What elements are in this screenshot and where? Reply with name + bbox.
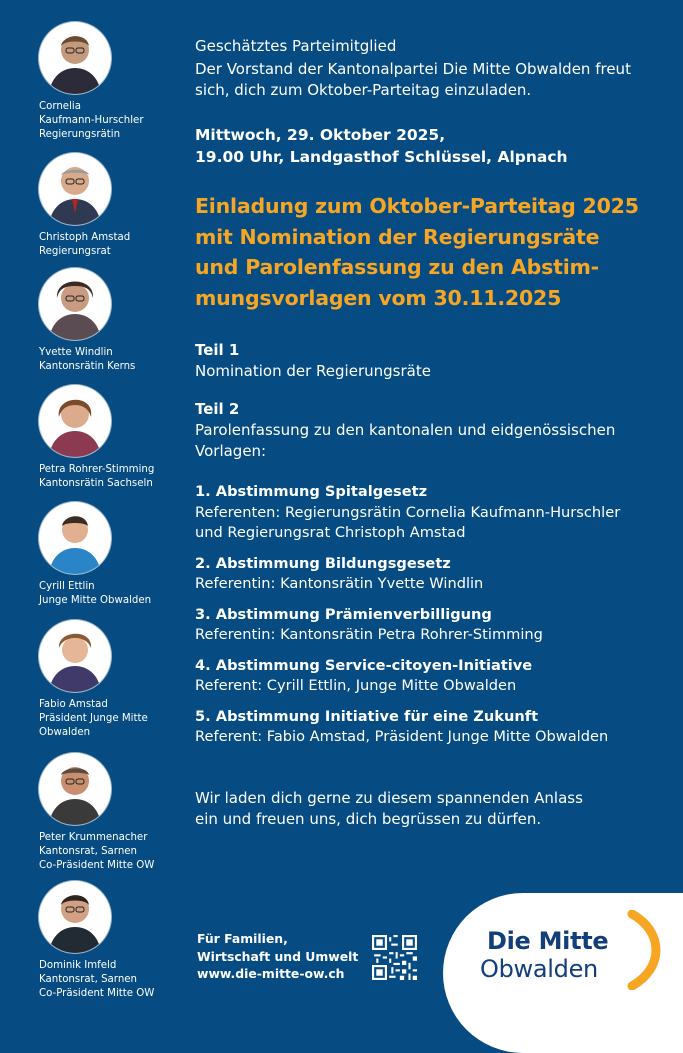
portrait-icon [39,153,111,225]
speaker-card [39,22,189,142]
invitation-body [195,36,665,830]
portrait-icon [39,881,111,953]
headline: Einladung zum Oktober-Parteitag 2025 mit Nomination der Regierungsräte und Parolenfassung zu den Abstim- mungsvorlagen vom 30.11.2025 [195,194,639,310]
part-2: Teil 2 Parolenfassung zu den kantonalen und eidgenössischen Vorlagen: [195,400,616,460]
vote-item: 2. Abstimmung Bildungsgesetz Referentin: Kantonsrätin Yvette Windlin [195,554,484,592]
website-link[interactable]: www.die-mitte-ow.ch [197,966,345,981]
intro-line: sich, dich zum Oktober-Parteitag einzuladen. [195,81,532,99]
event-time-location: 19.00 Uhr, Landgasthof Schlüssel, Alpnach [195,148,568,166]
portrait-icon [39,620,111,692]
portrait-icon [39,268,111,340]
greeting: Geschätztes Parteimitglied [195,37,397,55]
speaker-card [39,881,189,1001]
portrait-icon [39,502,111,574]
speaker-name: Dominik Imfeld Kantonsrat, Sarnen Co-Präsident Mitte OW [39,960,155,999]
speaker-name: Cyrill Ettlin Junge Mitte Obwalden [39,581,152,606]
vote-item: 1. Abstimmung Spitalgesetz Referenten: Regierungsrätin Cornelia Kaufmann-Hurschler und Regierungsrat Christoph Amstad [195,483,621,541]
speaker-card [39,268,189,374]
speaker-name: Cornelia Kaufmann-Hurschler Regierungsrätin [39,101,144,140]
vote-item: 3. Abstimmung Prämienverbilligung Referentin: Kantonsrätin Petra Rohrer-Stimming [195,605,543,643]
speaker-name: Yvette Windlin Kantonsrätin Kerns [39,347,136,372]
qr-code-icon[interactable] [372,935,417,980]
speaker-card [39,502,189,608]
speaker-card [39,620,189,740]
closing-text: Wir laden dich gerne zu diesem spannenden Anlass ein und freuen uns, dich begrüssen zu dürfen. [195,788,583,828]
speaker-card [39,153,189,259]
slogan: Für Familien, Wirtschaft und Umwelt www.die-mitte-ow.ch [197,931,359,981]
vote-item: 4. Abstimmung Service-citoyen-Initiative Referent: Cyrill Ettlin, Junge Mitte Obwalden [195,656,533,694]
logo-title: Die Mitte [487,927,609,955]
speaker-name: Petra Rohrer-Stimming Kantonsrätin Sachseln [39,464,155,489]
vote-item: 5. Abstimmung Initiative für eine Zukunft Referent: Fabio Amstad, Präsident Junge Mitte Obwalden [195,707,609,745]
logo-bracket-icon [622,910,672,990]
event-date: Mittwoch, 29. Oktober 2025, [195,126,446,144]
part-1: Teil 1 Nomination der Regierungsräte [195,341,431,380]
portrait-icon [39,753,111,825]
speaker-name: Fabio Amstad Präsident Junge Mitte Obwalden [39,699,148,738]
speaker-card [39,753,189,873]
speaker-card [39,385,189,491]
portrait-icon [39,22,111,94]
logo-subtitle: Obwalden [480,955,598,983]
portrait-icon [39,385,111,457]
speaker-name: Christoph Amstad Regierungsrat [39,232,131,257]
intro-line: Der Vorstand der Kantonalpartei Die Mitte Obwalden freut [195,60,631,78]
speaker-name: Peter Krummenacher Kantonsrat, Sarnen Co-Präsident Mitte OW [39,832,155,871]
